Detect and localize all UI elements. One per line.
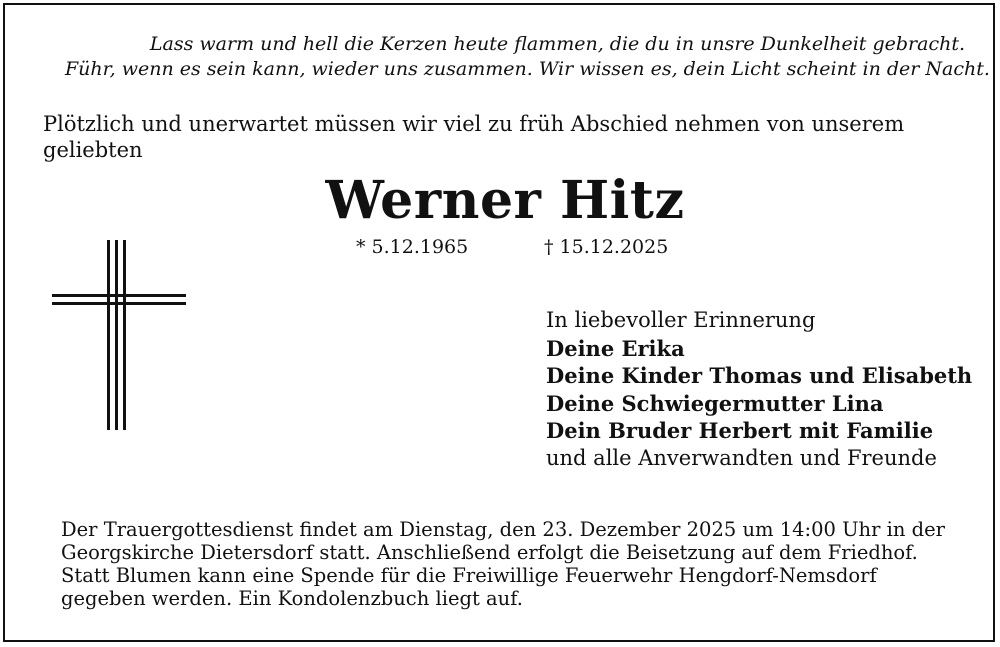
mourners-intro: In liebevoller Erinnerung	[546, 308, 816, 332]
service-line: Georgskirche Dietersdorf statt. Anschließend erfolgt die Beisetzung auf dem Friedhof.	[61, 541, 918, 564]
service-line: Statt Blumen kann eine Spende für die Freiwillige Feuerwehr Hengdorf-Nemsdorf	[61, 564, 877, 587]
mourner-name: Deine Erika	[546, 335, 685, 361]
obituary-frame	[3, 3, 995, 642]
intro-line-1: Plötzlich und unerwartet müssen wir viel zu früh Abschied nehmen von unserem	[43, 112, 905, 136]
motto-verse	[65, 32, 990, 82]
mourners-closing: und alle Anverwandten und Freunde	[546, 445, 937, 470]
service-line: gegeben werden. Ein Kondolenzbuch liegt auf.	[61, 587, 523, 610]
deceased-name: Werner Hitz	[325, 170, 685, 231]
motto-line-2: Führ, wenn es sein kann, wieder uns zusammen. Wir wissen es, dein Licht scheint in der Nacht.	[65, 58, 990, 80]
intro-line-2: geliebten	[43, 138, 143, 162]
intro-text	[43, 111, 973, 163]
mourner-name: Dein Bruder Herbert mit Familie	[546, 418, 934, 443]
birth-date: * 5.12.1965	[356, 236, 469, 258]
cross-icon	[52, 240, 186, 430]
service-line: Der Trauergottesdienst findet am Dienstag, den 23. Dezember 2025 um 14:00 Uhr in der	[61, 518, 945, 541]
mourner-name: Deine Schwiegermutter Lina	[546, 390, 884, 416]
death-date: † 15.12.2025	[544, 236, 669, 258]
motto-line-1: Lass warm und hell die Kerzen heute flammen, die du in unsre Dunkelheit gebracht.	[149, 33, 965, 55]
mourners-list	[546, 307, 986, 472]
mourner-name: Deine Kinder Thomas und Elisabeth	[546, 363, 973, 388]
service-info	[61, 518, 981, 610]
